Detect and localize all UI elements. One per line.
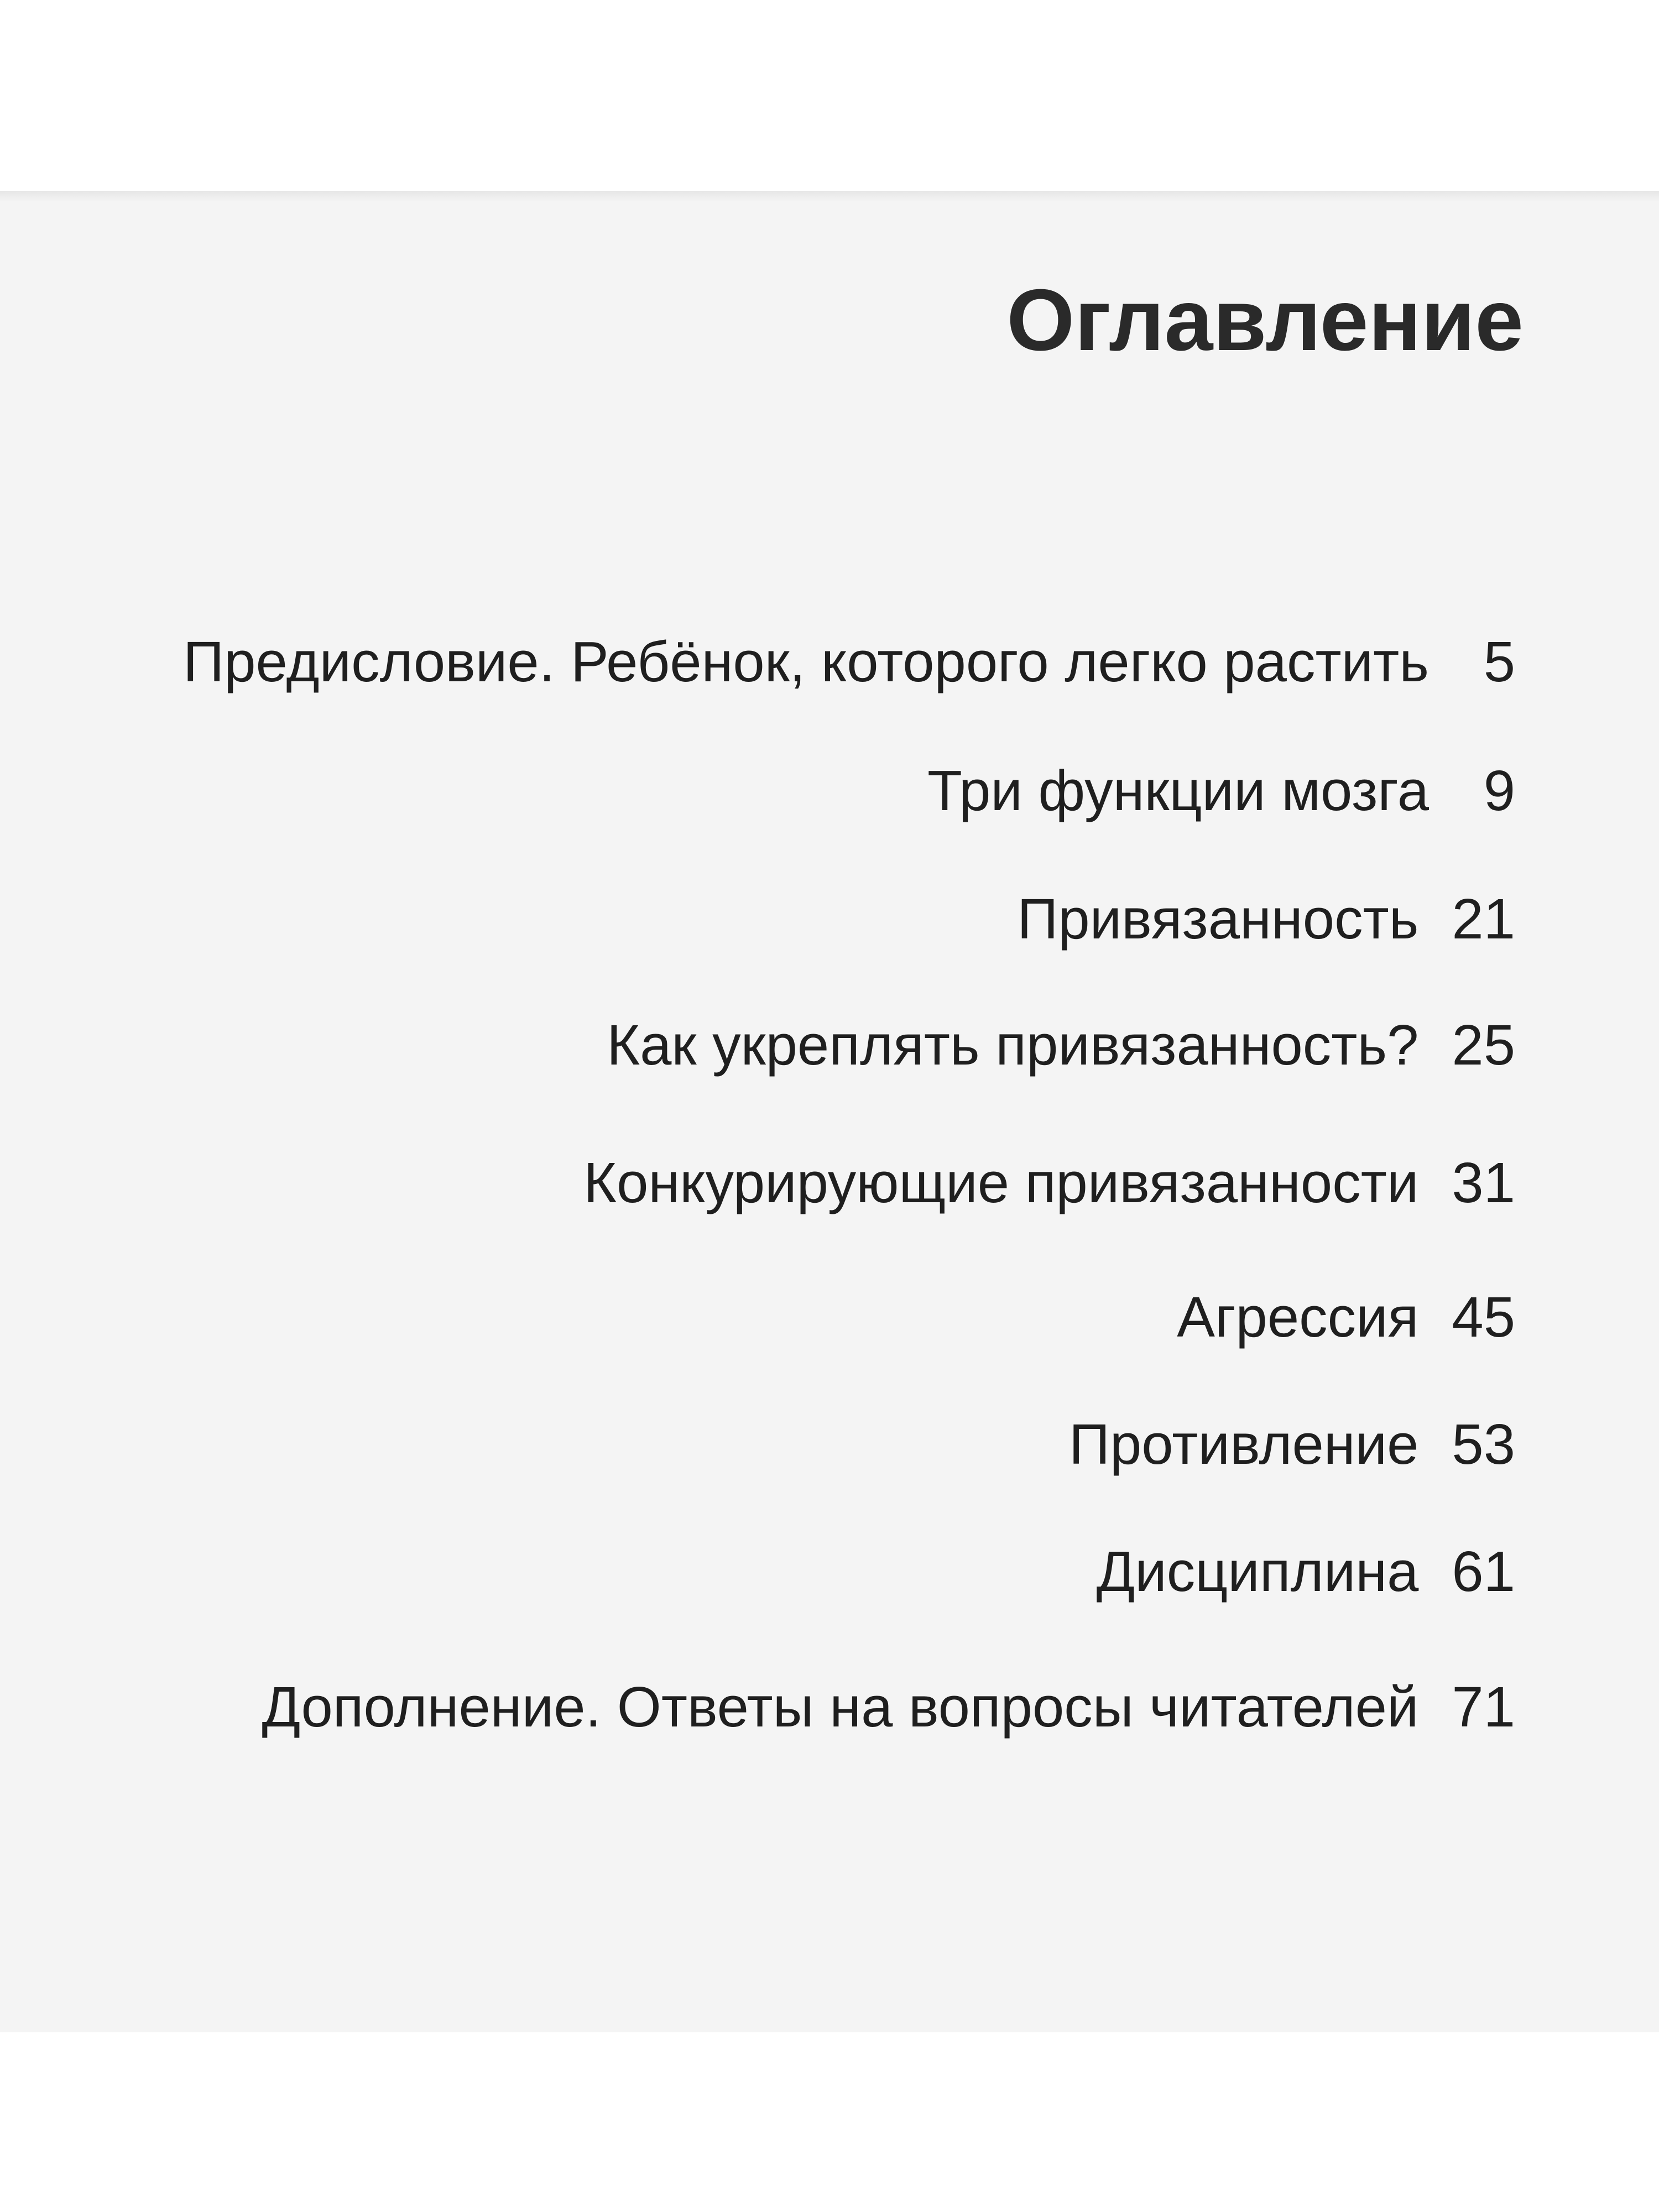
toc-entry-title: Три функции мозга (927, 759, 1429, 822)
toc-entry (1177, 1285, 1515, 1349)
page-title: Оглавление (1006, 272, 1524, 369)
toc-entry-page: 45 (1452, 1285, 1515, 1349)
toc-entry-page: 71 (1452, 1675, 1515, 1739)
toc-entry-title: Дисциплина (1096, 1540, 1419, 1603)
toc-entry-page: 21 (1452, 887, 1515, 951)
toc-entry-page: 53 (1452, 1412, 1515, 1476)
toc-entry (262, 1675, 1515, 1739)
book-page (0, 191, 1659, 2032)
toc-entry (1068, 1412, 1515, 1476)
toc-entry-page: 5 (1483, 630, 1515, 693)
toc-entry (1017, 887, 1515, 951)
toc-entry (927, 759, 1515, 822)
toc-entry-page: 31 (1452, 1151, 1515, 1214)
toc-entry (1096, 1540, 1515, 1603)
toc-entry-page: 61 (1452, 1540, 1515, 1603)
toc-entry-title: Привязанность (1017, 887, 1419, 951)
toc-entry-title: Как укреплять привязанность? (607, 1013, 1419, 1077)
toc-entry-title: Агрессия (1177, 1285, 1419, 1349)
toc-entry (183, 630, 1515, 693)
toc-entry-title: Конкурирующие привязанности (583, 1151, 1419, 1214)
toc-entry-title: Предисловие. Ребёнок, которого легко растить (183, 630, 1429, 693)
toc-entry-page: 25 (1452, 1013, 1515, 1077)
toc-entry-title: Дополнение. Ответы на вопросы читателей (262, 1675, 1419, 1739)
toc-entry (607, 1013, 1515, 1077)
toc-entry-page: 9 (1483, 759, 1515, 822)
page-edge-shadow (0, 191, 1659, 202)
toc-entry (583, 1151, 1515, 1214)
toc-entry-title: Противление (1068, 1412, 1419, 1476)
